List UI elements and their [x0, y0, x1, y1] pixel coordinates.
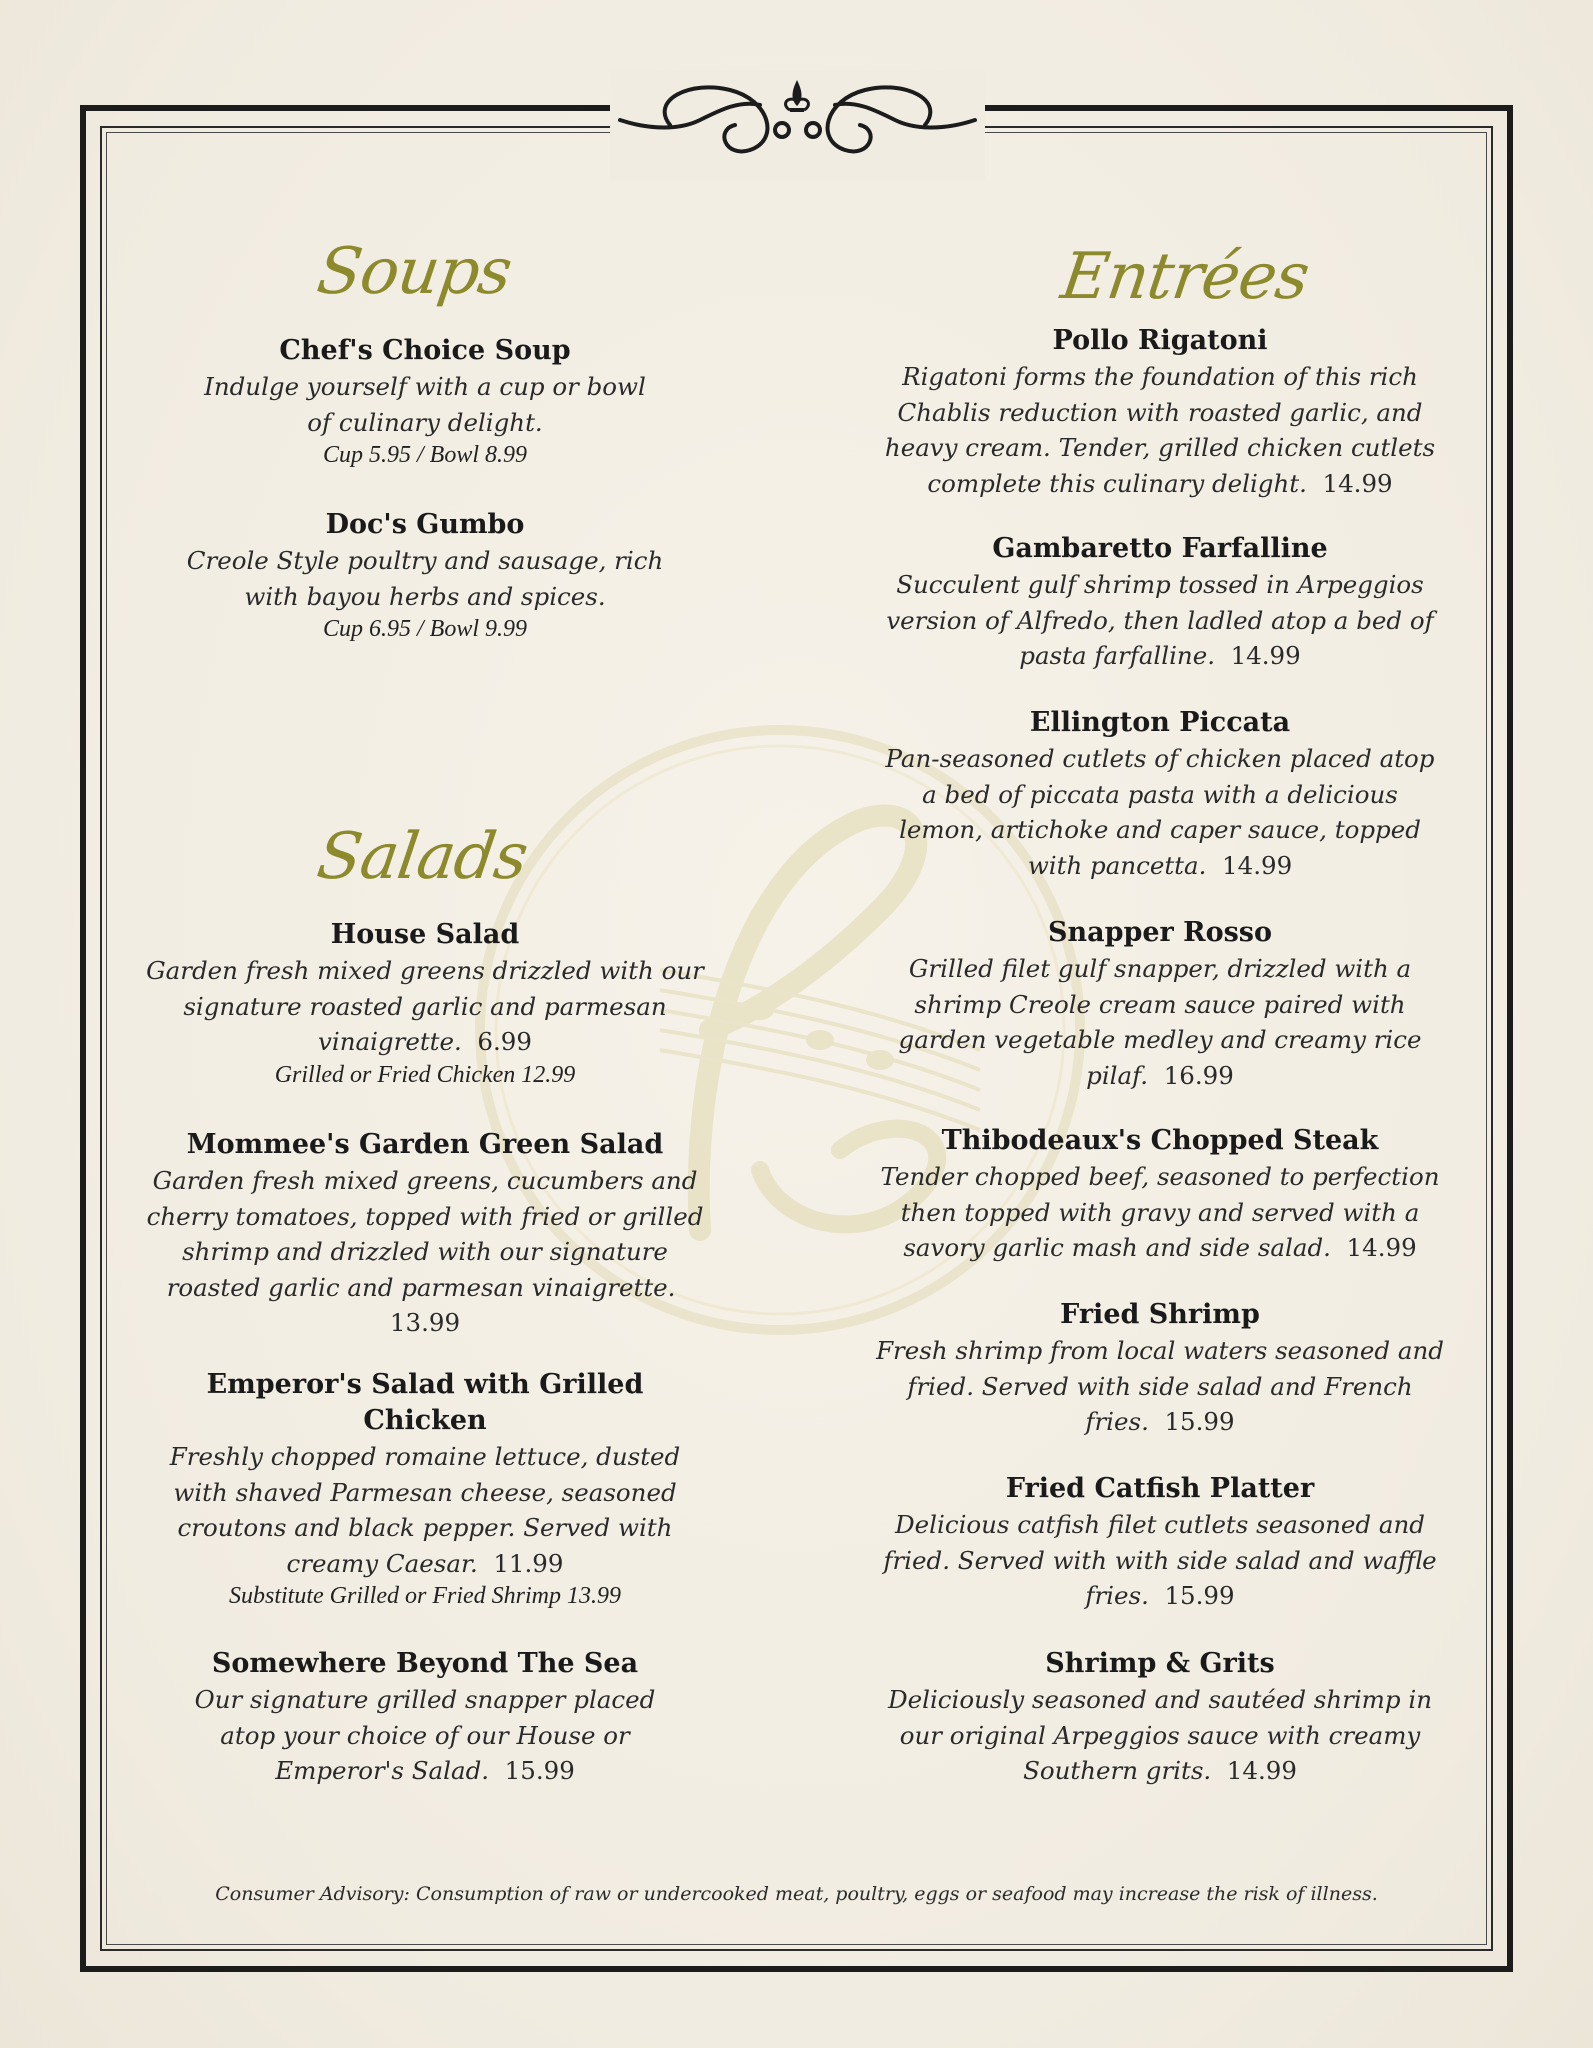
item-price: 14.99	[1230, 641, 1301, 670]
item-name: Gambaretto Farfalline	[992, 533, 1328, 564]
item-name: Snapper Rosso	[1047, 917, 1273, 948]
menu-item	[870, 323, 1450, 501]
fleur-de-lis-flourish-icon	[610, 70, 985, 180]
item-name: Somewhere Beyond The Sea	[211, 1648, 639, 1679]
menu-item	[870, 1123, 1450, 1266]
item-price-note: Grilled or Fried Chicken 12.99	[274, 1061, 576, 1088]
item-price: 11.99	[493, 1548, 564, 1578]
item-name: Emperor's Salad with Grilled Chicken	[206, 1369, 644, 1436]
soups-heading: Soups	[312, 235, 516, 309]
item-desc: Grilled filet gulf snapper, drizzled with a shrimp Creole cream sauce paired with garden vegetable medley and creamy rice pilaf.	[898, 954, 1422, 1090]
item-desc: Freshly chopped romaine lettuce, dusted with shaved Parmesan cheese, seasoned croutons and black pepper. Served with creamy Caesar.	[169, 1442, 681, 1578]
item-desc: Creole Style poultry and sausage, rich with bayou herbs and spices.	[186, 546, 664, 611]
menu-item	[870, 531, 1450, 674]
menu-item	[130, 1646, 720, 1789]
item-name: Ellington Piccata	[1029, 707, 1291, 738]
item-desc: Pan-seasoned cutlets of chicken placed atop a bed of piccata pasta with a delicious lemon, artichoke and caper sauce, topped with pancetta.	[885, 744, 1435, 880]
menu-item	[130, 1367, 720, 1611]
item-desc: Delicious catfish filet cutlets seasoned and fried. Served with with side salad and waffle fries.	[883, 1510, 1437, 1610]
item-name: Fried Catfish Platter	[1005, 1473, 1315, 1504]
menu-item	[130, 1127, 720, 1341]
item-price: 14.99	[1226, 1756, 1297, 1785]
item-price: 15.99	[1164, 1581, 1235, 1610]
item-price: 16.99	[1163, 1060, 1234, 1090]
menu-item	[130, 333, 720, 470]
item-name: Mommee's Garden Green Salad	[186, 1129, 664, 1160]
item-price-note: Cup 6.95 / Bowl 9.99	[322, 616, 527, 642]
item-price: 14.99	[1222, 850, 1293, 880]
menu-item	[870, 1646, 1450, 1789]
item-desc: Tender chopped beef, seasoned to perfection then topped with gravy and served with a savory garlic mash and side salad.	[880, 1162, 1440, 1262]
item-price: 14.99	[1346, 1233, 1417, 1262]
menu-item	[870, 705, 1450, 883]
item-price: 14.99	[1322, 468, 1393, 498]
item-price: 15.99	[1164, 1407, 1235, 1436]
item-desc: Indulge yourself with a cup or bowl of culinary delight.	[204, 372, 646, 437]
item-desc: Deliciously seasoned and sautéed shrimp in our original Arpeggios sauce with creamy Southern grits.	[887, 1685, 1433, 1785]
item-name: Shrimp & Grits	[1045, 1648, 1275, 1679]
item-name: Thibodeaux's Chopped Steak	[941, 1125, 1379, 1156]
item-desc: Our signature grilled snapper placed atop your choice of our House or Emperor's Salad.	[194, 1685, 656, 1785]
item-desc: Garden fresh mixed greens drizzled with our signature roasted garlic and parmesan vinaigrette.	[146, 956, 704, 1056]
item-name: Pollo Rigatoni	[1052, 325, 1268, 356]
item-desc: Fresh shrimp from local waters seasoned and fried. Served with side salad and French fries.	[876, 1336, 1444, 1436]
consumer-advisory: Consumer Advisory: Consumption of raw or undercooked meat, poultry, eggs or seafood may increase the risk of illness.	[215, 1883, 1378, 1905]
item-price: 13.99	[389, 1308, 461, 1337]
item-price: 6.99	[477, 1027, 532, 1056]
menu-item	[130, 507, 720, 644]
item-name: Fried Shrimp	[1060, 1299, 1260, 1330]
menu-item	[130, 917, 720, 1090]
item-price: 15.99	[504, 1756, 575, 1785]
menu-item	[870, 915, 1450, 1093]
salads-heading: Salads	[312, 820, 532, 894]
menu-item	[870, 1471, 1450, 1614]
menu-item	[870, 1297, 1450, 1440]
item-desc: Succulent gulf shrimp tossed in Arpeggios version of Alfredo, then ladled atop a bed of pasta farfalline.	[886, 570, 1434, 670]
item-desc: Rigatoni forms the foundation of this rich Chablis reduction with roasted garlic, and heavy cream. Tender, grilled chicken cutlets complete this culinary delight.	[884, 362, 1436, 498]
item-name: Chef's Choice Soup	[279, 335, 571, 366]
item-desc: Garden fresh mixed greens, cucumbers and cherry tomatoes, topped with fried or grilled shrimp and drizzled with our signature roasted garlic and parmesan vinaigrette.	[146, 1166, 704, 1302]
item-price-note: Substitute Grilled or Fried Shrimp 13.99	[229, 1583, 621, 1609]
item-name: Doc's Gumbo	[325, 509, 525, 540]
item-name: House Salad	[330, 919, 520, 950]
entrees-heading: Entrées	[1056, 240, 1314, 314]
item-price-note: Cup 5.95 / Bowl 8.99	[322, 442, 527, 468]
